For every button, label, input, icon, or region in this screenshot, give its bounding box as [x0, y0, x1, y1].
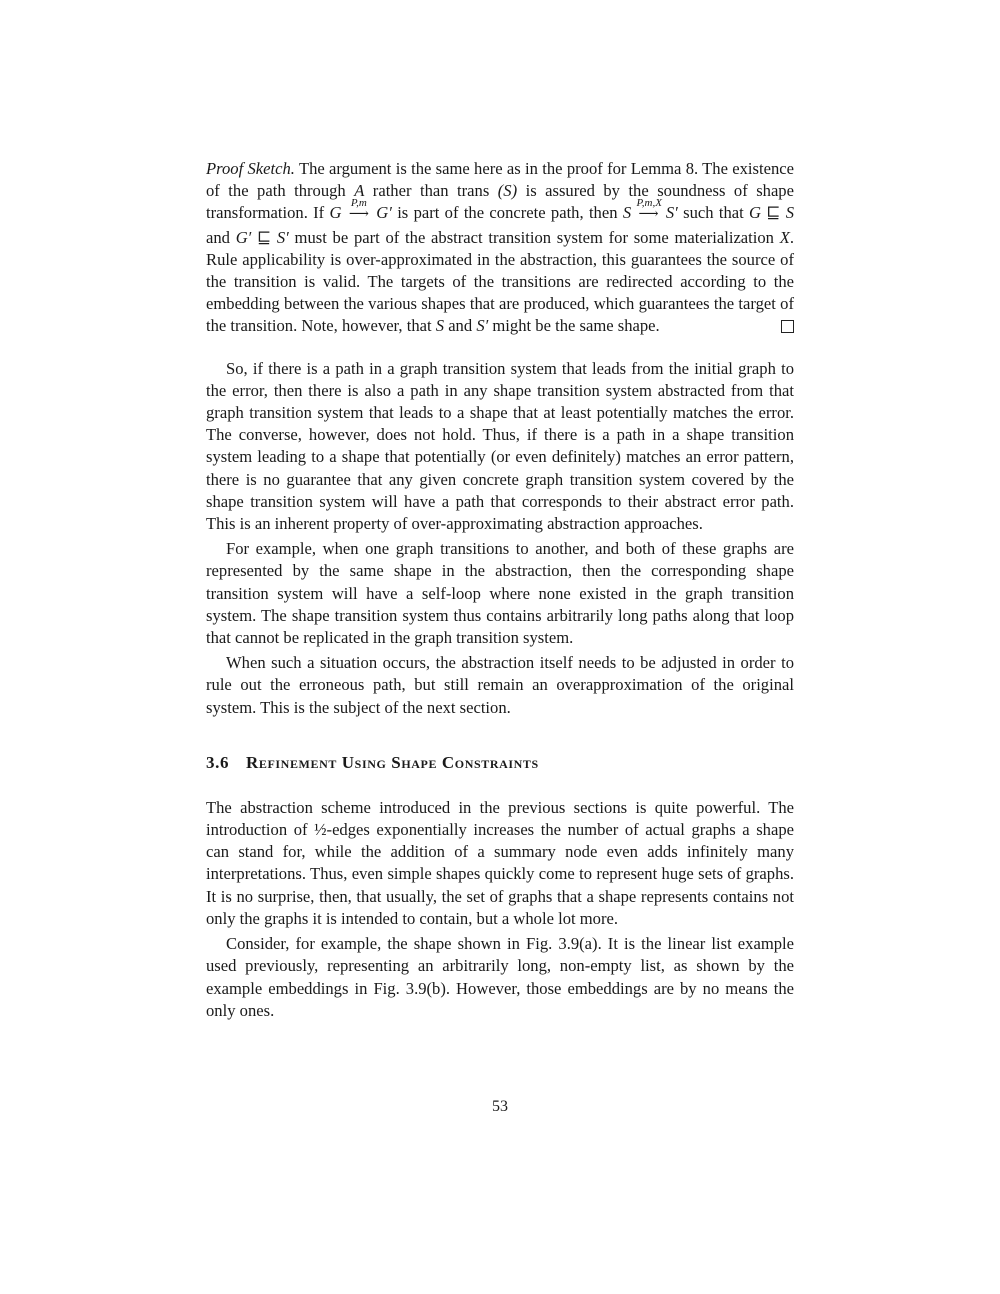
proof-text: is assured by the soundness of shape transformation. If	[206, 181, 794, 223]
body-paragraph: So, if there is a path in a graph transition system that leads from the initial graph to the error, then there is also a path in any shape transition system abstracted from that graph transition system that leads to a shape that at least potentially matches the error. The converse, however, does not hold. Thus, if there is a path in a shape transition system leading to a shape that potentially (or even definitely) matches an error pattern, there is no guarantee that any given concrete graph transition system covered by the shape transition system will have a path that corresponds to their abstract error path. This is an inherent property of over-approximating abstraction approaches.	[206, 358, 794, 534]
body-paragraph: The abstraction scheme introduced in the previous sections is quite powerful. The introduction of ½-edges exponentially increases the number of actual graphs a shape can stand for, while the addition of a summary node even adds infinitely many interpretations. Thus, even simple shapes quickly come to represent huge sets of graphs. It is no surprise, then, that usually, the set of graphs that a shape represents contains not only the graphs it is intended to contain, but a whole lot more.	[206, 797, 794, 928]
qed-square-icon	[781, 320, 794, 333]
proof-label: Proof Sketch.	[206, 159, 295, 178]
proof-text: must be part of the abstract transition system for some materialization	[288, 227, 780, 247]
math-symbol: G	[749, 203, 762, 223]
transition-arrow: P,m ⟶	[347, 204, 371, 226]
math-symbol: S	[622, 203, 632, 223]
body-paragraph: When such a situation occurs, the abstraction itself needs to be adjusted in order to rule out the erroneous path, but still remain an overapproximation of the original system. This is the subject of the next section.	[206, 653, 794, 717]
math-symbol: G	[329, 203, 342, 223]
proof-text: such that	[677, 203, 750, 223]
body-paragraph: For example, when one graph transitions to another, and both of these graphs are represented by the same shape in the abstraction, then the corresponding shape transition system will have a self-loop where none existed in the graph transition system. The shape transition system thus contains arbitrarily long paths along that loop that cannot be replicated in the graph transition system.	[206, 539, 794, 648]
math-symbol: G′	[235, 227, 252, 247]
math-symbol: X	[779, 227, 790, 247]
math-symbol: A	[354, 181, 365, 201]
arrow-label: P,m,X	[636, 197, 662, 210]
math-symbol: (S)	[497, 181, 518, 201]
proof-text: might be the same shape.	[488, 316, 660, 336]
math-symbol: S	[785, 203, 795, 223]
section-number: 3.6	[206, 752, 230, 772]
body-paragraph: Consider, for example, the shape shown in Fig. 3.9(a). It is the linear list example used previously, representing an arbitrarily long, non-empty list, as shown by the example embeddings in Fig. 3.9(b). However, those embeddings are by no means the only ones.	[206, 934, 794, 1020]
math-symbol: S′	[476, 316, 489, 336]
math-symbol: S	[435, 316, 445, 336]
proof-text: The argument is the same here as in the proof for Lemma 8. The existence of the path through	[206, 159, 794, 201]
page-body	[206, 158, 794, 1022]
math-symbol: G′	[376, 203, 392, 223]
section-heading	[206, 753, 794, 773]
proof-text: rather than	[364, 181, 458, 201]
proof-text: . Rule applicability is over-approximated in the abstraction, this guarantees the source of the transition is valid. The targets of the transitions are redirected according to the embedding between the various shapes that are produced, which guarantees the target of the transition. Note, however, that	[206, 227, 795, 336]
proof-text: is part of the concrete path, then	[391, 203, 623, 223]
page-number: 53	[492, 1098, 508, 1115]
proof-paragraph	[206, 158, 794, 338]
arrow-label: P,m	[350, 197, 367, 210]
math-symbol: S′	[276, 227, 289, 247]
section-title: Refinement Using Shape Constraints	[246, 752, 539, 772]
proof-text: and	[444, 316, 477, 336]
sqsubseteq-symbol: ⊑	[257, 227, 272, 247]
math-operator: trans	[457, 181, 490, 201]
math-symbol: S′	[665, 203, 678, 223]
sqsubseteq-symbol: ⊑	[766, 203, 781, 223]
proof-text: and	[206, 227, 236, 247]
transition-arrow: P,m,X ⟶	[636, 204, 660, 226]
